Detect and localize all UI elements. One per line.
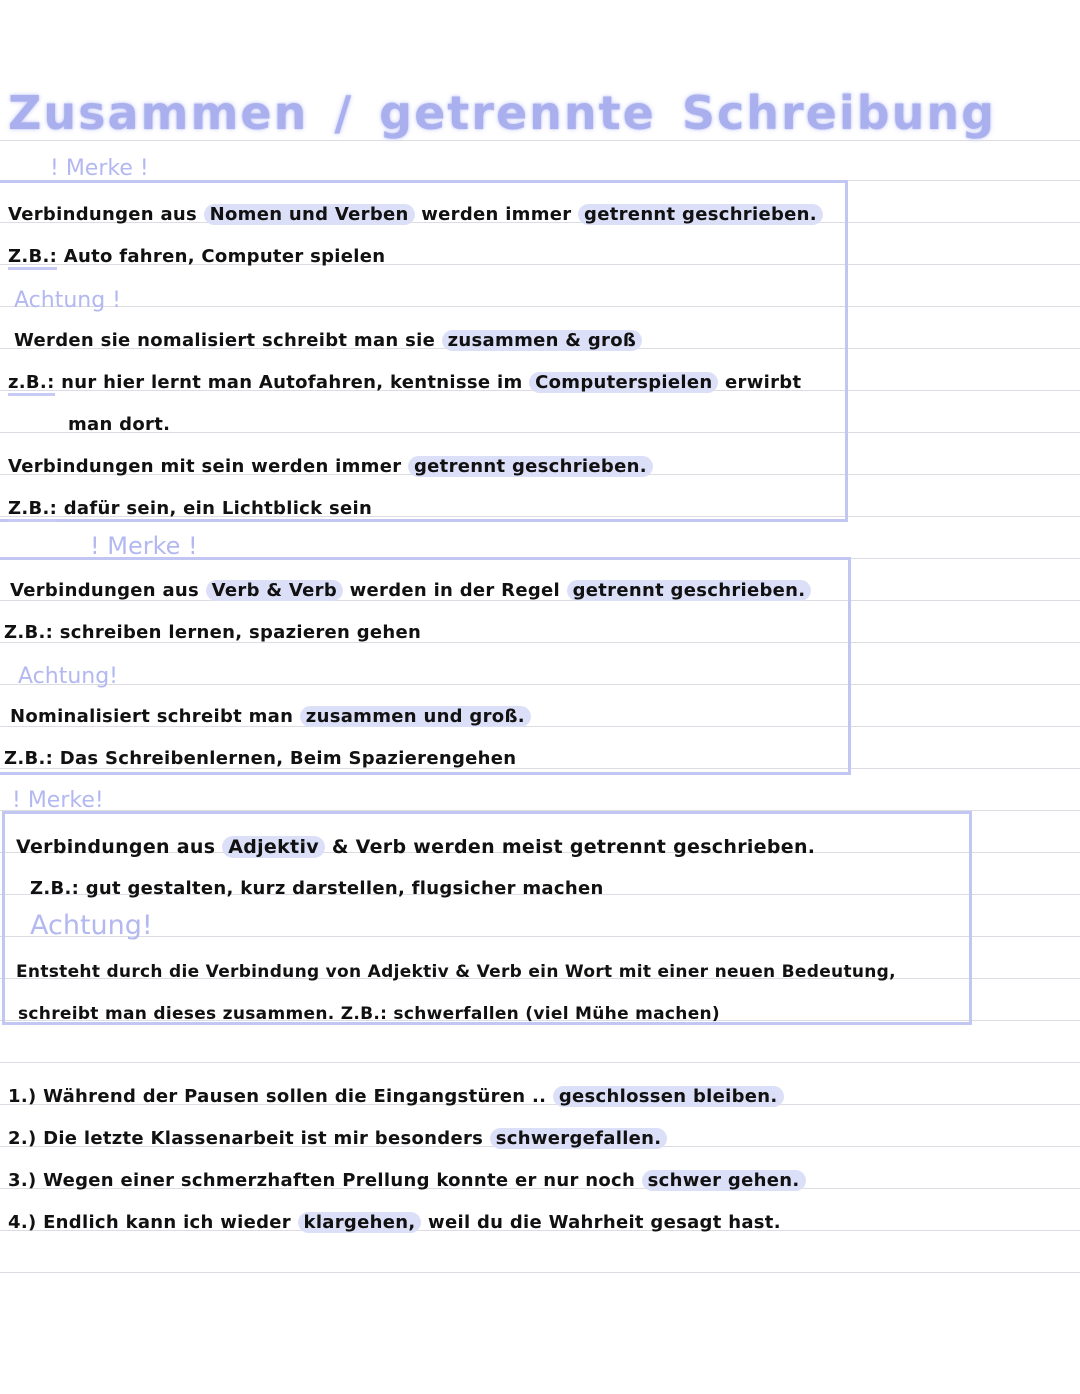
zb-label: Z.B.:	[8, 498, 57, 522]
note-text: Entsteht durch die Verbindung von Adjektiv & Verb ein Wort mit einer neuen Bedeutung,	[16, 962, 896, 982]
highlight: Computerspielen	[529, 372, 718, 393]
highlight: Adjektiv	[222, 836, 325, 858]
note-text	[10, 706, 531, 727]
exercise-number: 2.)	[8, 1128, 37, 1149]
exercise-number: 4.)	[8, 1212, 37, 1233]
exercise-item	[8, 1170, 806, 1191]
exercise-number: 3.)	[8, 1170, 37, 1191]
exercise-item	[8, 1128, 667, 1149]
zb-label: z.B.:	[8, 372, 55, 396]
merke-heading: ! Merke !	[90, 532, 198, 560]
title-separator: /	[334, 86, 354, 140]
highlight: geschlossen bleiben.	[553, 1086, 784, 1107]
rule-text	[8, 204, 823, 225]
highlight: schwergefallen.	[490, 1128, 668, 1149]
example-text: Auto fahren, Computer spielen	[57, 246, 386, 267]
example-line	[4, 622, 421, 643]
zb-label: Z.B.:	[30, 878, 80, 899]
rule-text-part: Verbindungen aus	[10, 580, 206, 601]
highlight: zusammen und groß.	[300, 706, 531, 727]
rule-line	[0, 1062, 1080, 1063]
note-example-continuation: man dort.	[68, 414, 171, 435]
note-text	[14, 330, 642, 351]
highlight: getrennt geschrieben.	[408, 456, 653, 477]
exercise-text: weil du die Wahrheit gesagt hast.	[421, 1212, 781, 1233]
rule-text-part: Verbindungen aus	[16, 836, 223, 858]
rule-text-part: Verbindungen aus	[8, 204, 204, 225]
zb-label: Z.B.:	[4, 622, 54, 643]
note-example-part: erwirbt	[718, 372, 802, 393]
note-text: schreibt man dieses zusammen. Z.B.: schwerfallen (viel Mühe machen)	[18, 1004, 720, 1024]
exercise-number: 1.)	[8, 1086, 37, 1107]
example-line	[8, 246, 385, 267]
note-example-line	[4, 748, 516, 769]
highlight: getrennt geschrieben.	[578, 204, 823, 225]
exercise-text: Endlich kann ich wieder	[43, 1212, 298, 1233]
highlight: zusammen & groß	[442, 330, 643, 351]
exercise-text: Während der Pausen sollen die Eingangstüren ..	[43, 1086, 553, 1107]
zb-label: Z.B.:	[8, 246, 57, 270]
highlight: Verb & Verb	[206, 580, 343, 601]
note-example-part: nur hier lernt man Autofahren, kentnisse im	[54, 372, 530, 393]
exercise-item	[8, 1086, 784, 1107]
highlight: getrennt geschrieben.	[567, 580, 812, 601]
achtung-heading: Achtung!	[30, 910, 153, 941]
rule-line	[0, 1272, 1080, 1273]
rule-text	[16, 836, 815, 858]
rule-text-part: & Verb werden meist getrennt geschrieben.	[324, 836, 816, 858]
zb-label: Z.B.:	[4, 748, 54, 769]
exercise-text: Die letzte Klassenarbeit ist mir besonders	[43, 1128, 490, 1149]
merke-heading: ! Merke !	[50, 156, 149, 181]
example-text: gut gestalten, kurz darstellen, flugsicher machen	[79, 878, 604, 899]
title-word-2: getrennte	[379, 86, 656, 140]
exercise-text: Wegen einer schmerzhaften Prellung konnte er nur noch	[43, 1170, 642, 1191]
title-word-3: Schreibung	[681, 86, 996, 140]
merke-heading: ! Merke!	[12, 788, 104, 813]
note-text-part: Werden sie nomalisiert schreibt man sie	[14, 330, 442, 351]
exercise-item	[8, 1212, 781, 1233]
achtung-heading: Achtung !	[14, 288, 121, 313]
rule-text	[10, 580, 811, 601]
note-example-line	[8, 372, 801, 393]
highlight: schwer gehen.	[642, 1170, 806, 1191]
example-text: schreiben lernen, spazieren gehen	[53, 622, 422, 643]
example-line	[8, 498, 372, 519]
rule-text-part: werden immer	[414, 204, 579, 225]
rule-line	[0, 140, 1080, 141]
achtung-heading: Achtung!	[18, 664, 118, 689]
highlight: klargehen,	[298, 1212, 422, 1233]
example-text: dafür sein, ein Lichtblick sein	[57, 498, 373, 519]
rule-text-sein	[8, 456, 653, 477]
rule-text-part: Verbindungen mit sein werden immer	[8, 456, 408, 477]
highlight: Nomen und Verben	[204, 204, 415, 225]
example-line	[30, 878, 604, 899]
note-text-part: Nominalisiert schreibt man	[10, 706, 300, 727]
rule-text-part: werden in der Regel	[343, 580, 567, 601]
page-title	[8, 86, 996, 140]
title-word-1: Zusammen	[8, 86, 309, 140]
example-text: Das Schreibenlernen, Beim Spazierengehen	[53, 748, 517, 769]
